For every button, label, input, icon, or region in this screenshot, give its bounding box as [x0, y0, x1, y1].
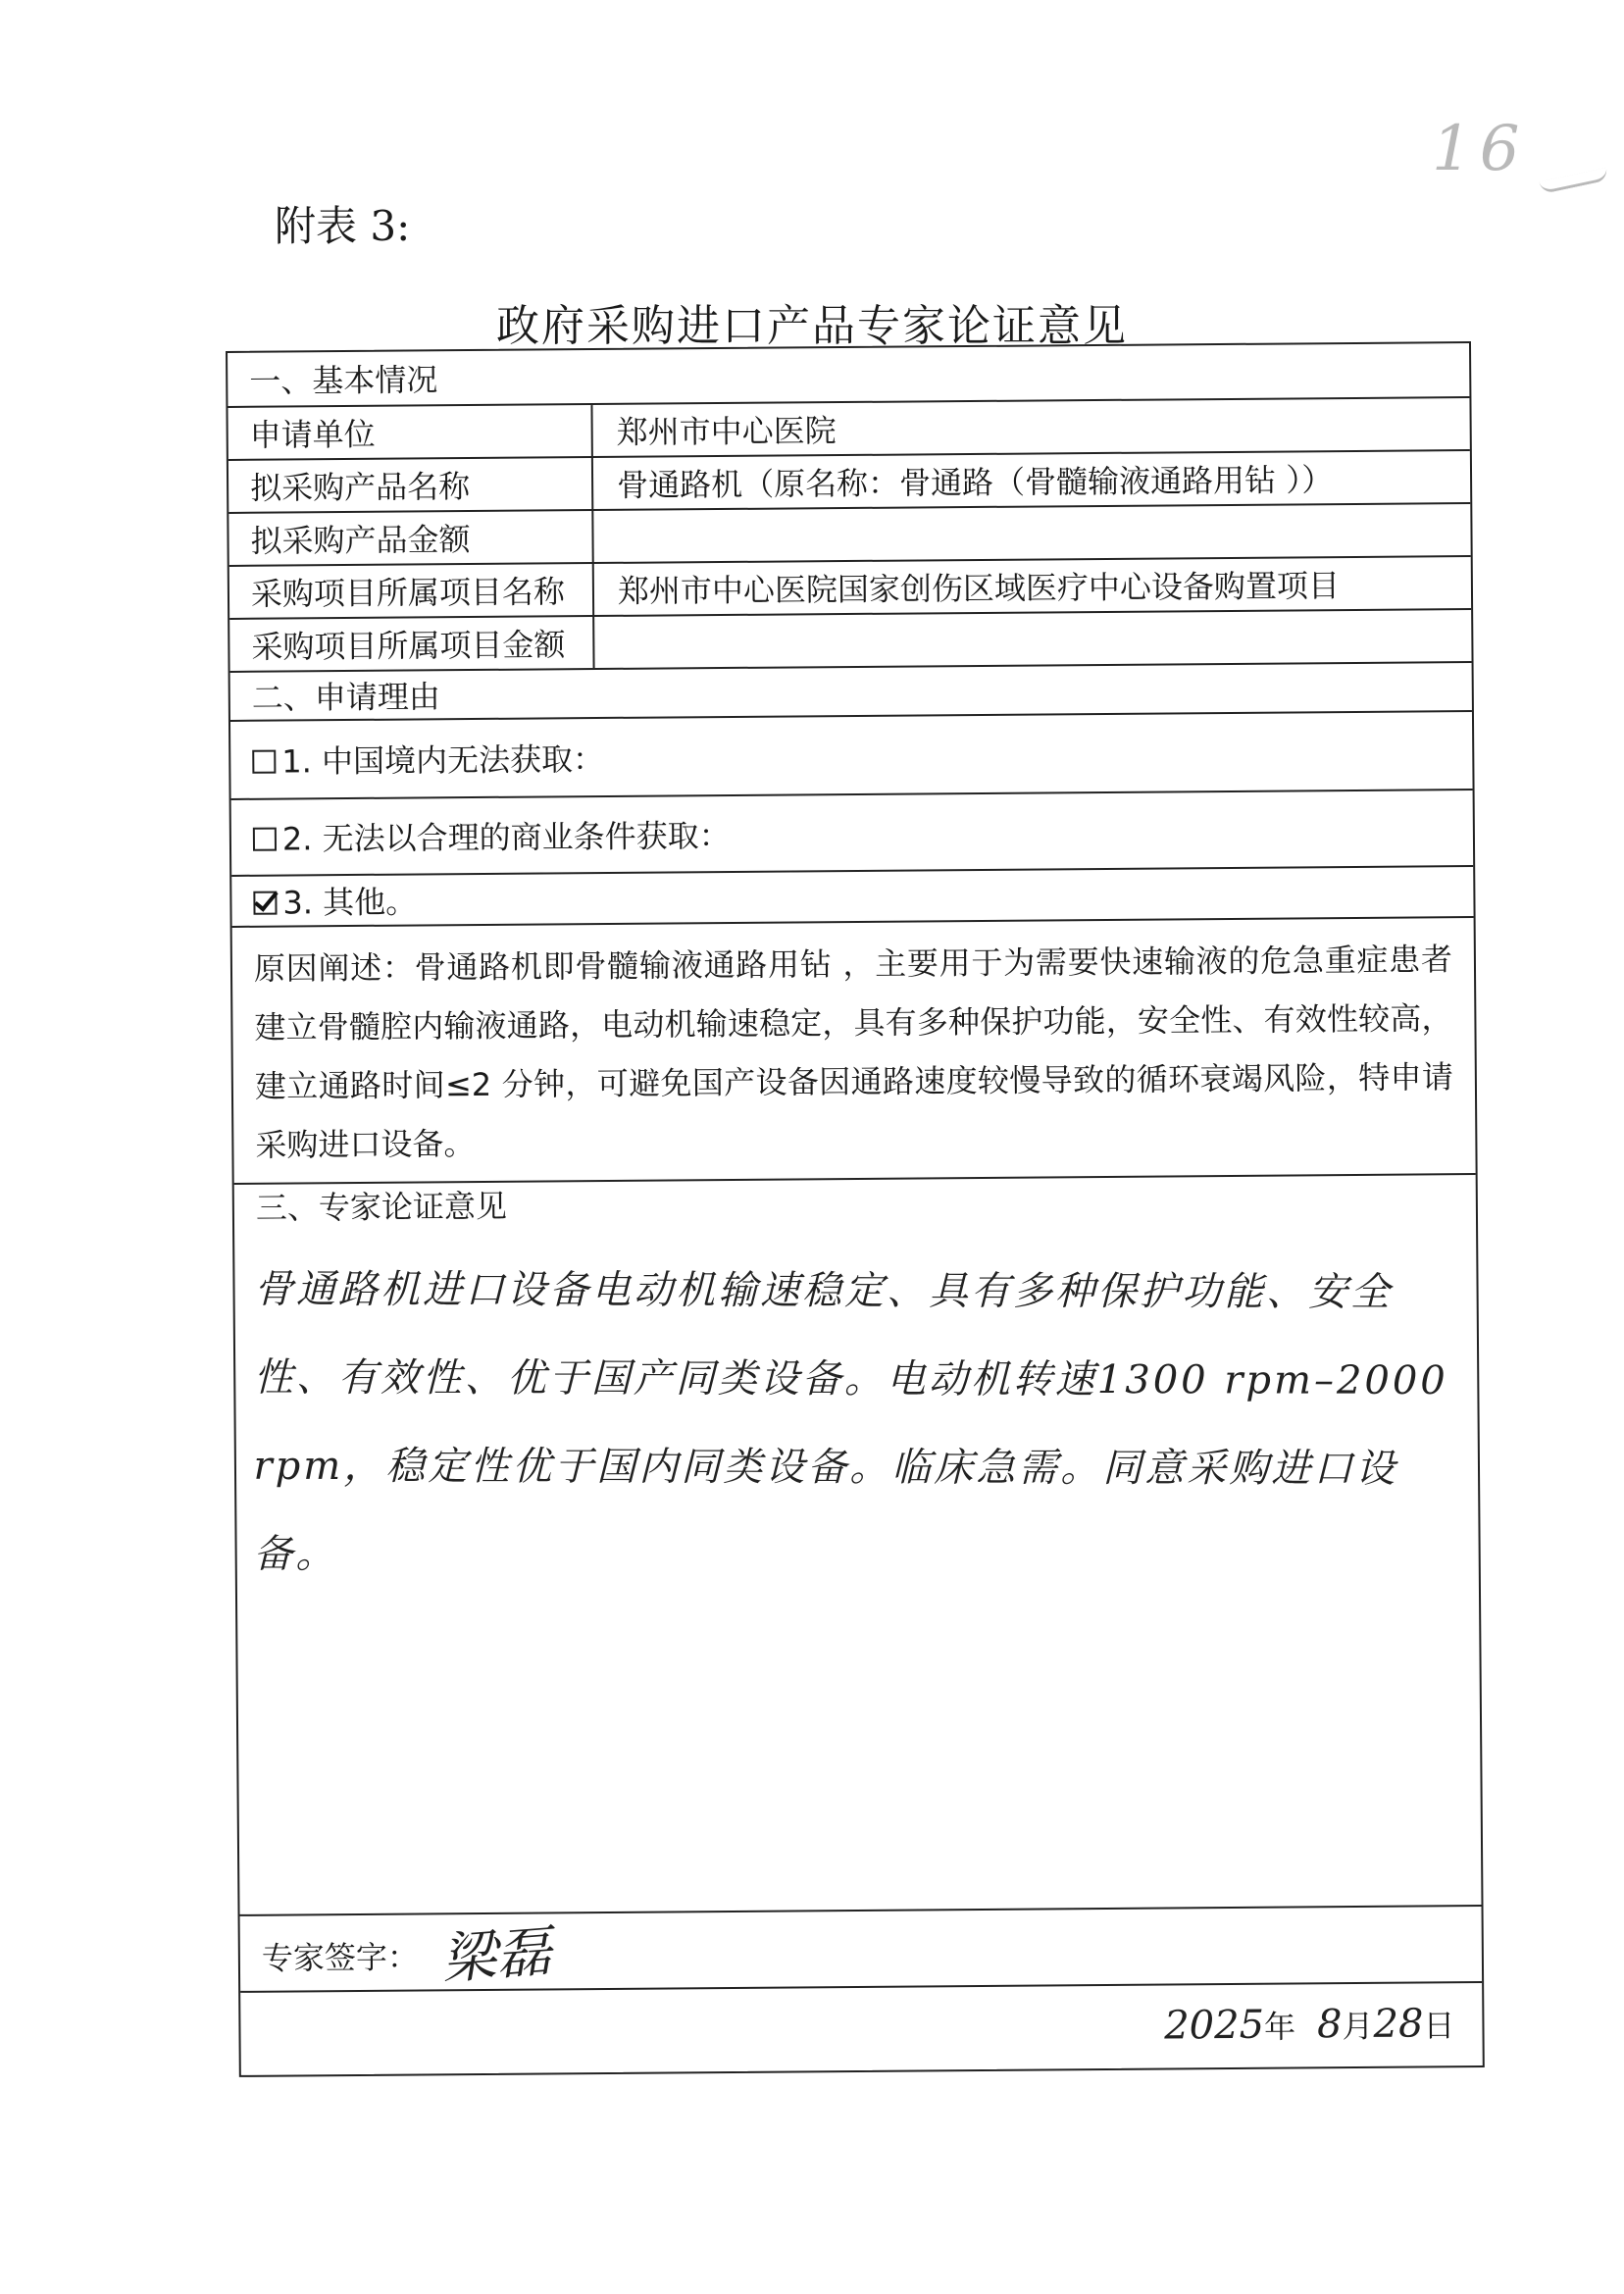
applicant-label: 申请单位	[228, 405, 592, 459]
info-row	[229, 557, 1471, 620]
signature-divider	[240, 1905, 1482, 1916]
reason-option-1	[230, 712, 1473, 798]
project-name-label: 采购项目所属项目名称	[229, 564, 594, 618]
product-amount-label: 拟采购产品金额	[228, 511, 593, 565]
opinion-form	[226, 341, 1485, 2077]
checkbox-empty-icon[interactable]	[253, 828, 277, 851]
info-row	[229, 610, 1471, 673]
project-amount-value	[594, 610, 1471, 668]
reason-option-row	[231, 790, 1474, 877]
document-title: 政府采购进口产品专家论证意见	[496, 301, 1128, 351]
project-name-value: 郑州市中心医院国家创伤区域医疗中心设备购置项目	[617, 567, 1341, 610]
info-row	[228, 504, 1470, 567]
info-row	[228, 398, 1469, 461]
reason-option-label: 2. 无法以合理的商业条件获取：	[281, 816, 731, 858]
date-year-unit: 年	[1263, 2008, 1296, 2046]
product-name-value: 骨通路机（原名称：骨通路（骨髓输液通路用钻 ））	[616, 461, 1334, 504]
appendix-label: 附表 3:	[275, 202, 411, 250]
checkbox-checked-icon[interactable]	[253, 892, 277, 915]
signature-date	[1164, 2001, 1455, 2048]
date-month-unit: 月	[1342, 2007, 1374, 2046]
expert-signature: 梁磊	[438, 1919, 554, 1993]
checkbox-empty-icon[interactable]	[252, 750, 276, 774]
product-amount-value	[593, 504, 1470, 562]
project-amount-label: 采购项目所属项目金额	[229, 617, 594, 671]
applicant-value: 郑州市中心医院	[616, 412, 837, 451]
handwritten-opinion: 骨通路机进口设备电动机输速稳定、具有多种保护功能、安全性、有效性、优于国产同类设备。电动机转速1300 rpm–2000 rpm，稳定性优于国内同类设备。临床急需。同意采购进口设备。	[253, 1266, 1448, 1578]
section2-heading: 二、申请理由	[251, 678, 440, 717]
date-year: 2025	[1164, 2002, 1265, 2049]
section1-heading: 一、基本情况	[249, 361, 438, 400]
date-day-unit: 日	[1423, 2007, 1455, 2045]
reason-option-row	[230, 712, 1473, 800]
page-number-stroke	[1539, 168, 1608, 194]
reason-option-label: 1. 中国境内无法获取：	[281, 739, 605, 781]
reason-description: 原因阐述：骨通路机即骨髓输液通路用钻 ，主要用于为需要快速输液的危急重症患者建立骨髓腔内输液通路，电动机输速稳定，具有多种保护功能，安全性、有效性较高，建立通路时间≤2 分钟，可避免国产设备因通路速度较慢导致的循环衰竭风险，特申请采购进口设备。	[232, 918, 1476, 1185]
date-month: 8	[1316, 2002, 1343, 2048]
section3-heading: 三、专家论证意见	[255, 1187, 508, 1227]
signature-label: 专家签字：	[261, 1938, 420, 1977]
page-number-mark: 16	[1432, 113, 1528, 185]
info-row	[228, 451, 1470, 514]
reason-option-3	[231, 867, 1473, 926]
signature-divider-bottom	[240, 1981, 1482, 1993]
reason-option-label: 3. 其他。	[282, 883, 418, 922]
product-name-label: 拟采购产品名称	[228, 458, 593, 512]
date-day: 28	[1373, 2001, 1424, 2047]
reason-option-2	[231, 790, 1474, 875]
section1-heading-row	[228, 343, 1469, 408]
